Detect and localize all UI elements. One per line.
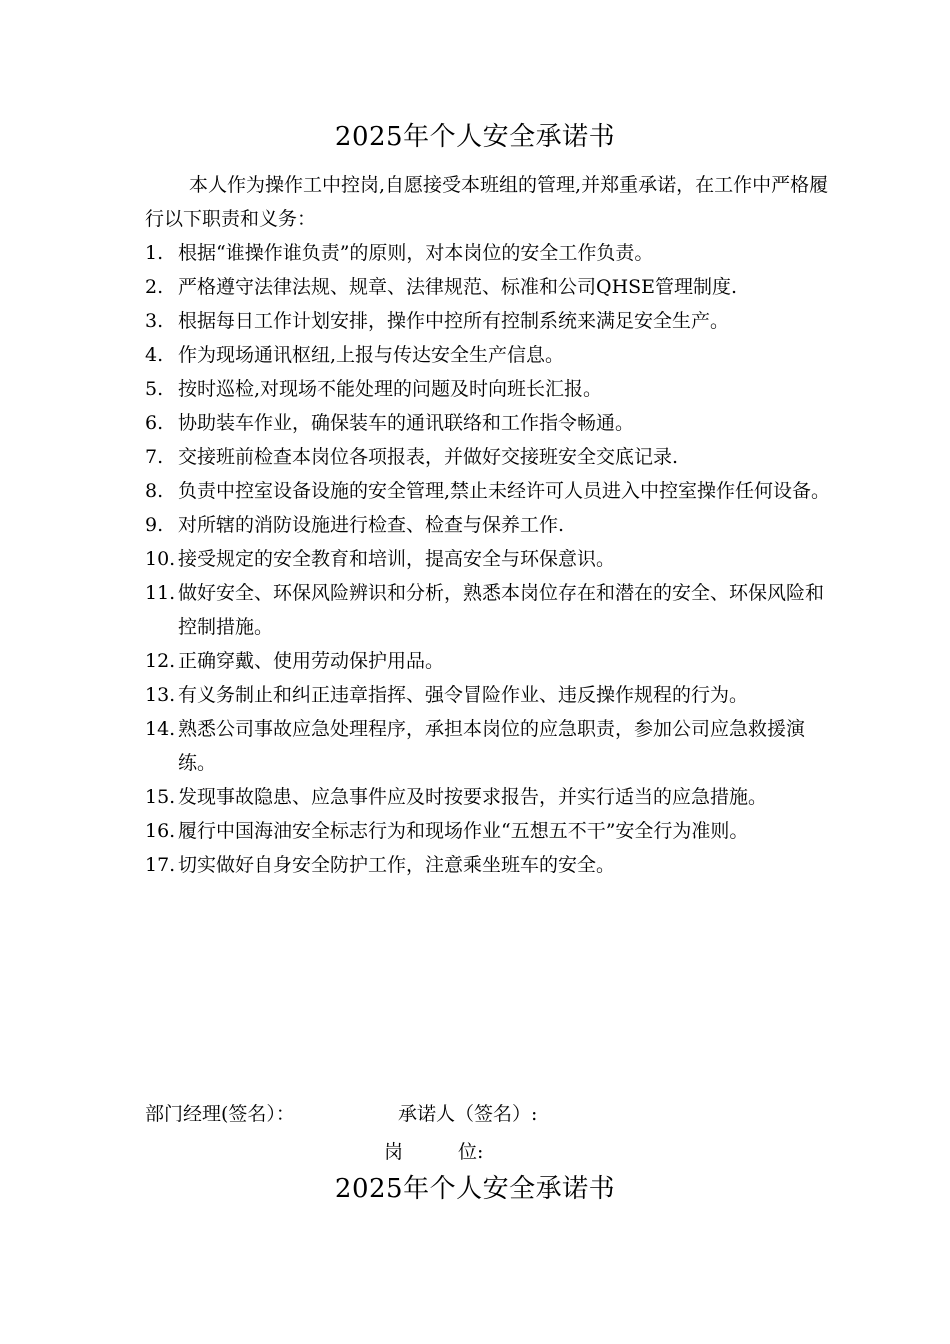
duty-item bbox=[145, 508, 835, 542]
duty-item-text: 按时巡检,对现场不能处理的问题及时向班长汇报。 bbox=[178, 378, 603, 400]
duty-item bbox=[145, 406, 835, 440]
manager-signature-label: 部门经理(签名）： bbox=[145, 1103, 295, 1125]
duty-item bbox=[145, 304, 835, 338]
duty-list bbox=[145, 236, 835, 882]
duty-item-number: 11. bbox=[145, 582, 176, 604]
duty-item bbox=[145, 780, 835, 814]
duty-item-text: 切实做好自身安全防护工作，注意乘坐班车的安全。 bbox=[178, 854, 616, 876]
duty-item-number: 3. bbox=[145, 310, 164, 332]
duty-item-text: 根据每日工作计划安排，操作中控所有控制系统来满足安全生产。 bbox=[178, 310, 730, 332]
duty-item-text: 严格遵守法律法规、规章、法律规范、标准和公司QHSE管理制度. bbox=[178, 276, 738, 298]
duty-item-number: 9. bbox=[145, 514, 164, 536]
duty-item bbox=[145, 712, 835, 780]
duty-item-text: 作为现场通讯枢纽,上报与传达安全生产信息。 bbox=[178, 344, 565, 366]
duty-item bbox=[145, 270, 835, 304]
duty-item bbox=[145, 678, 835, 712]
duty-item bbox=[145, 814, 835, 848]
duty-item-number: 2. bbox=[145, 276, 164, 298]
promiser-signature-label: 承诺人（签名）: bbox=[398, 1103, 538, 1125]
duty-item-text: 对所辖的消防设施进行检查、检查与保养工作. bbox=[178, 514, 565, 536]
duty-item-text: 正确穿戴、使用劳动保护用品。 bbox=[178, 650, 445, 672]
duty-item-text: 根据“谁操作谁负责”的原则，对本岗位的安全工作负责。 bbox=[178, 242, 654, 264]
duty-item-text: 熟悉公司事故应急处理程序，承担本岗位的应急职责，参加公司应急救援演练。 bbox=[178, 718, 806, 774]
duty-item-number: 13. bbox=[145, 684, 176, 706]
duty-item-text: 负责中控室设备设施的安全管理,禁止未经许可人员进入中控室操作任何设备。 bbox=[178, 480, 831, 502]
duty-item bbox=[145, 576, 835, 644]
duty-item-number: 12. bbox=[145, 650, 176, 672]
duty-item-number: 6. bbox=[145, 412, 164, 434]
duty-item-number: 14. bbox=[145, 718, 176, 740]
intro-paragraph: 本人作为操作工中控岗,自愿接受本班组的管理,并郑重承诺，在工作中严格履行以下职责和义务： bbox=[145, 174, 829, 230]
post-row bbox=[384, 1135, 483, 1169]
duty-item-text: 协助装车作业，确保装车的通讯联络和工作指令畅通。 bbox=[178, 412, 635, 434]
duty-item-text: 履行中国海油安全标志行为和现场作业“五想五不干”安全行为准则。 bbox=[178, 820, 749, 842]
duty-item bbox=[145, 542, 835, 576]
duty-item-number: 5. bbox=[145, 378, 164, 400]
duty-item-number: 16. bbox=[145, 820, 176, 842]
duty-item-text: 有义务制止和纠正违章指挥、强令冒险作业、违反操作规程的行为。 bbox=[178, 684, 749, 706]
duty-item-number: 8. bbox=[145, 480, 164, 502]
duty-item bbox=[145, 372, 835, 406]
duty-item bbox=[145, 236, 835, 270]
duty-item-number: 7. bbox=[145, 446, 164, 468]
duty-item-number: 4. bbox=[145, 344, 164, 366]
duty-item-number: 15. bbox=[145, 786, 176, 808]
duty-item bbox=[145, 338, 835, 372]
next-page-title: 2025年个人安全承诺书 bbox=[334, 1174, 616, 1204]
duty-item-text: 发现事故隐患、应急事件应及时按要求报告，并实行适当的应急措施。 bbox=[178, 786, 768, 808]
post-label-part-2: 位: bbox=[458, 1141, 484, 1163]
document-title: 2025年个人安全承诺书 bbox=[334, 122, 616, 152]
duty-item-number: 10. bbox=[145, 548, 176, 570]
duty-item bbox=[145, 848, 835, 882]
duty-item-text: 做好安全、环保风险辨识和分析，熟悉本岗位存在和潜在的安全、环保风险和控制措施。 bbox=[178, 582, 825, 638]
post-label-part-1: 岗 bbox=[384, 1141, 404, 1163]
duty-item-text: 交接班前检查本岗位各项报表，并做好交接班安全交底记录. bbox=[178, 446, 679, 468]
duty-item bbox=[145, 474, 835, 508]
duty-item bbox=[145, 644, 835, 678]
duty-item-number: 17. bbox=[145, 854, 176, 876]
duty-item-text: 接受规定的安全教育和培训，提高安全与环保意识。 bbox=[178, 548, 616, 570]
duty-item bbox=[145, 440, 835, 474]
duty-item-number: 1. bbox=[145, 242, 164, 264]
